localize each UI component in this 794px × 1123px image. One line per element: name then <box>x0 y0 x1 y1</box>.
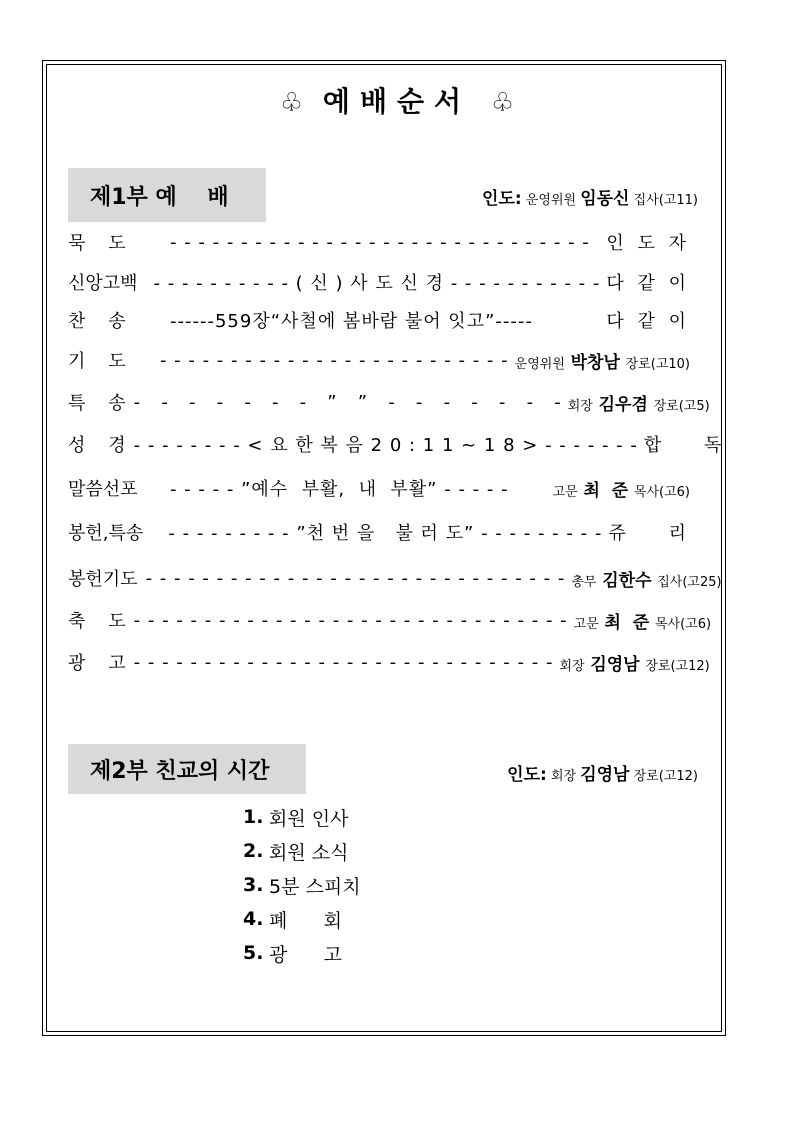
leader-name: 김영남 <box>580 765 630 785</box>
person-title: 장로(고5) <box>653 398 710 414</box>
order-label: 봉헌기도 <box>68 569 138 590</box>
leader-name: 임동신 <box>580 189 630 209</box>
order-row <box>68 564 722 592</box>
order-person <box>562 390 710 415</box>
leader-title: 장로(고12) <box>633 769 698 784</box>
leader-role: 회장 <box>550 769 577 784</box>
person-role: 고문 <box>573 616 599 632</box>
order-row <box>68 346 690 374</box>
order-detail: - - - - - - - - - - - - - - - - - - - - - - - - - - - - - - <box>133 651 554 673</box>
person-name: 박창남 <box>570 352 620 373</box>
person-title: 목사(고6) <box>633 484 690 500</box>
person-role: 고문 <box>552 484 578 500</box>
order-detail: - - - - - - - ” ” - - - - - - - <box>133 391 562 413</box>
order-label: 광 고 <box>68 653 126 674</box>
person-name: 김영남 <box>590 654 640 675</box>
leader-role: 운영위원 <box>525 193 577 208</box>
order-label: 성 경 <box>68 435 126 456</box>
list-item: 3. 5분 스피치 <box>243 874 361 898</box>
order-row <box>68 388 710 416</box>
order-detail: - - - - - ”예수 부활, 내 부활” - - - - - <box>170 479 509 500</box>
order-detail: - - - - - - - - < 요 한 복 음 2 0 : 1 1 ~ 1 8 > - - - - - - - <box>133 435 638 456</box>
order-person: 쥬 리 <box>608 523 690 544</box>
order-row <box>68 228 690 256</box>
club-icon: ♧ <box>490 88 515 118</box>
person-name: 김한수 <box>602 570 652 591</box>
order-row <box>68 606 712 634</box>
order-detail: - - - - - - - - - ”천 번 을 불 러 도” - - - - - - - - - <box>168 523 603 544</box>
order-row <box>68 306 690 334</box>
order-label: 묵 도 <box>68 233 126 254</box>
order-row <box>68 474 690 502</box>
order-person: 인 도 자 <box>606 233 690 254</box>
order-detail: - - - - - - - - - - - - - - - - - - - - - - - - - <box>159 349 509 371</box>
order-person: 다 같 이 <box>606 273 690 294</box>
order-label: 찬 송 <box>68 311 126 332</box>
order-detail: - - - - - - - - - - - - - - - - - - - - - - - - - - - - - - <box>170 231 590 253</box>
person-role: 운영위원 <box>514 356 565 372</box>
person-name: 최 준 <box>604 612 650 633</box>
person-title: 장로(고12) <box>645 658 710 674</box>
order-label: 특 송 <box>68 393 126 414</box>
person-name: 최 준 <box>583 480 629 501</box>
person-role: 회장 <box>567 398 593 414</box>
page-title-text: 예배순서 <box>322 85 472 118</box>
order-detail: - - - - - - - - - - ( 신 ) 사 도 신 경 - - - - - - - - - - - <box>153 273 601 294</box>
page-title <box>0 80 794 120</box>
part1-leader <box>482 184 698 209</box>
order-label: 봉헌,특송 <box>68 523 144 544</box>
order-row <box>68 430 726 458</box>
order-detail: ------559장“사철에 봄바람 불어 잇고”----- <box>170 311 533 332</box>
part2-list <box>243 800 361 970</box>
order-person <box>553 650 709 675</box>
person-title: 목사(고6) <box>654 616 712 632</box>
order-person: 합 독 <box>643 435 726 456</box>
leader-label: 인도: <box>507 765 547 785</box>
order-row <box>68 518 690 546</box>
person-role: 총무 <box>571 574 597 590</box>
order-person: 다 같 이 <box>606 311 690 332</box>
leader-label: 인도: <box>482 189 522 209</box>
club-icon: ♧ <box>279 88 304 118</box>
part2-heading-text: 제2부 친교의 시간 <box>90 758 270 784</box>
order-label: 말씀선포 <box>68 479 138 500</box>
list-item: 4. 폐 회 <box>243 908 342 932</box>
order-label: 신앙고백 <box>68 273 138 294</box>
part1-heading-text: 제1부 예 배 <box>90 184 229 210</box>
part2-leader <box>507 760 698 785</box>
order-label: 축 도 <box>68 611 126 632</box>
order-person <box>509 348 690 373</box>
order-label: 기 도 <box>68 351 126 372</box>
list-item: 1. 회원 인사 <box>243 806 349 830</box>
list-item: 5. 광 고 <box>243 942 342 966</box>
leader-title: 집사(고11) <box>633 193 698 208</box>
order-row <box>68 648 710 676</box>
part2-heading <box>68 744 306 794</box>
order-person <box>565 566 721 591</box>
order-person <box>568 608 711 633</box>
person-name: 김우겸 <box>598 394 648 415</box>
list-item: 2. 회원 소식 <box>243 840 349 864</box>
order-detail: - - - - - - - - - - - - - - - - - - - - - - - - - - - - - - <box>145 567 566 589</box>
order-detail: - - - - - - - - - - - - - - - - - - - - - - - - - - - - - - - <box>133 609 568 631</box>
order-person <box>547 476 690 501</box>
person-title: 집사(고25) <box>657 574 722 590</box>
person-title: 장로(고10) <box>625 356 690 372</box>
person-role: 회장 <box>559 658 585 674</box>
order-row <box>68 268 690 296</box>
part1-heading <box>68 168 266 222</box>
